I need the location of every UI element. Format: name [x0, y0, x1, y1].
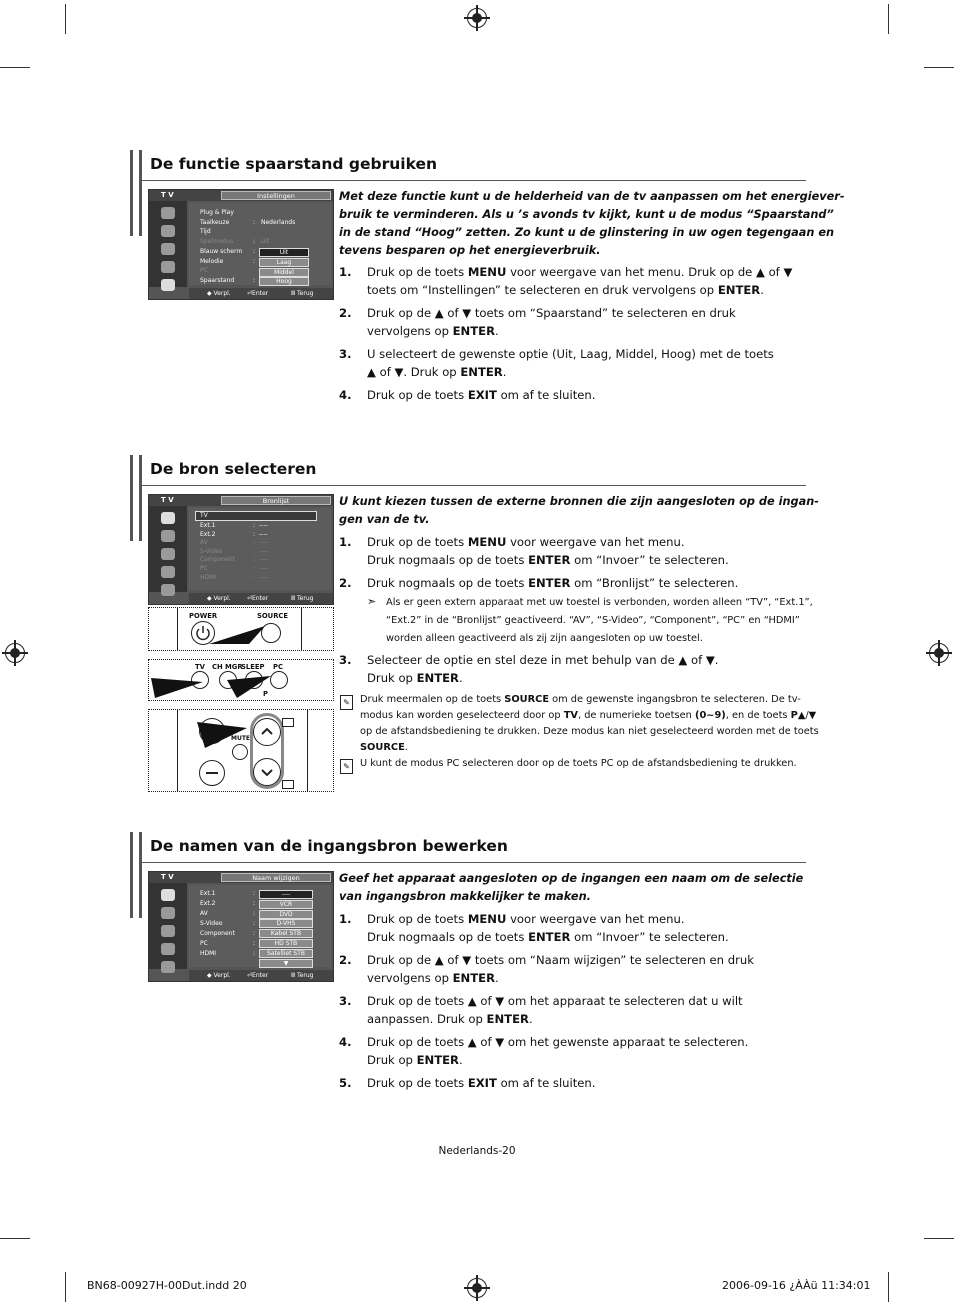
- osd-source-item: Component: [200, 930, 235, 937]
- instruction-step: [339, 345, 809, 381]
- osd-separator: :: [253, 218, 256, 226]
- osd-separator: :: [253, 539, 256, 547]
- osd-sound-icon: [161, 548, 175, 560]
- osd-separator: :: [253, 940, 256, 947]
- osd-source-item: AV: [200, 910, 208, 917]
- remote-chmgr-label: CH MGR: [212, 663, 243, 671]
- step-text: Druk op de toets MENU voor weergave van het menu.: [367, 912, 685, 926]
- pip-icon: [282, 780, 294, 789]
- osd-separator: :: [253, 547, 256, 555]
- page-number: Nederlands-20: [438, 1145, 516, 1157]
- step-number: 2.: [339, 306, 352, 320]
- osd-source-item: S-Video: [200, 547, 223, 555]
- step-number: 1.: [339, 535, 352, 549]
- osd-separator: :: [253, 522, 256, 529]
- osd-source-value: ----: [259, 539, 268, 547]
- intro-text: bruik te verminderen. Als u ’s avonds tv kijkt, kunt u de modus “Spaarstand”: [339, 208, 834, 221]
- instruction-step: [339, 651, 809, 687]
- osd-menu-item: Tijd: [200, 228, 211, 236]
- step-number: 3.: [339, 347, 352, 361]
- note-text: U kunt de modus PC selecteren door op de toets PC op de afstandsbediening te drukken.: [360, 758, 797, 769]
- osd-source-value: ----: [259, 573, 268, 581]
- crop-mark: [0, 67, 30, 68]
- step-number: 5.: [339, 1076, 352, 1090]
- osd-menu-item: Blauw scherm: [200, 247, 243, 255]
- osd-option: Middel: [259, 268, 309, 277]
- remote-tv-label: TV: [195, 663, 205, 671]
- section-rule: [142, 485, 806, 486]
- remote-source-label: SOURCE: [257, 612, 289, 620]
- pip-icon: [282, 718, 294, 727]
- osd-header-title: Naam wijzigen: [221, 873, 331, 882]
- osd-separator: :: [253, 890, 256, 897]
- osd-source-value: ----: [259, 556, 268, 564]
- osd-sidebar: [149, 506, 187, 592]
- step-number: 1.: [339, 912, 352, 926]
- remote-power-source: [148, 607, 334, 651]
- osd-setup-icon: [161, 584, 175, 596]
- osd-channel-icon: [161, 943, 175, 955]
- osd-name-option: ----: [259, 890, 313, 899]
- remote-p-label: P: [263, 690, 268, 698]
- osd-channel-icon: [161, 566, 175, 578]
- step-number: 2.: [339, 953, 352, 967]
- sub-note-text: “Ext.2” in de “Bronlijst” geactiveerd. “AV”, “S-Video”, “Component”, “PC” en “HDMI”: [386, 615, 800, 626]
- osd-naam-wijzigen: [148, 871, 334, 982]
- osd-source-item: Ext.1: [200, 890, 216, 897]
- osd-bronlijst: [148, 494, 334, 605]
- step-text: Druk op de ▲ of ▼ toets om “Spaarstand” te selecteren en druk: [367, 306, 736, 320]
- step-text: Druk op de toets MENU voor weergave van het menu. Druk op de ▲ of ▼: [367, 265, 793, 279]
- section-title: De namen van de ingangsbron bewerken: [150, 837, 508, 855]
- note-icon: [340, 694, 354, 710]
- osd-source-item: Ext.2: [200, 530, 216, 538]
- osd-separator: :: [253, 950, 256, 957]
- step-number: 4.: [339, 1035, 352, 1049]
- step-number: 4.: [339, 388, 352, 402]
- step-text: Druk nogmaals op de toets ENTER om “Invoer” te selecteren.: [367, 930, 729, 944]
- osd-separator: :: [253, 276, 256, 284]
- section-title: De bron selecteren: [150, 460, 317, 478]
- osd-name-option: Satelliet STB: [259, 949, 313, 958]
- step-text: Selecteer de optie en stel deze in met behulp van de ▲ of ▼.: [367, 653, 719, 667]
- step-number: 2.: [339, 576, 352, 590]
- osd-channel-icon: [161, 261, 175, 273]
- registration-mark-icon: [467, 8, 487, 28]
- osd-sound-icon: [161, 243, 175, 255]
- osd-separator: :: [253, 556, 256, 564]
- volume-down-button[interactable]: [199, 760, 225, 786]
- step-text: Druk op de toets ▲ of ▼ om het gewenste apparaat te selecteren.: [367, 1035, 749, 1049]
- crop-mark: [65, 4, 66, 34]
- osd-menu-item: Taalkeuze: [200, 218, 230, 226]
- note-text: op de afstandsbediening te drukken. Deze modus kan niet geselecteerd worden met de toets: [360, 726, 819, 737]
- registration-mark-icon: [5, 643, 25, 663]
- instruction-step: [339, 951, 809, 987]
- intro-text: van ingangsbron makkelijker te maken.: [339, 890, 591, 903]
- sub-note-text: Als er geen extern apparaat met uw toestel is verbonden, worden alleen “TV”, “Ext.1”,: [386, 597, 813, 608]
- pointer-arrow-icon: [209, 622, 269, 648]
- section-rule: [142, 180, 806, 181]
- note-icon: ✎: [340, 759, 353, 774]
- section-bar: [130, 832, 142, 918]
- osd-menu-item: PC: [200, 267, 208, 275]
- note-icon: ✎: [340, 695, 353, 710]
- osd-footer-move: ◆ Verpl.: [207, 972, 231, 979]
- osd-name-option: ▼: [259, 959, 313, 968]
- crop-mark: [888, 4, 889, 34]
- osd-input-icon: [161, 889, 175, 901]
- sub-note-text: worden alleen geactiveerd als zij zijn aangesloten op uw toestel.: [386, 633, 703, 644]
- remote-pc-label: PC: [273, 663, 283, 671]
- remote-channel-keys: [148, 709, 334, 792]
- chevron-up-icon: [254, 719, 280, 745]
- osd-option: Laag: [259, 258, 309, 267]
- osd-sidebar: [149, 201, 187, 287]
- intro-text: gen van de tv.: [339, 513, 430, 526]
- osd-footer-enter: ⏎Enter: [247, 290, 269, 297]
- osd-footer-back: Ⅲ Terug: [291, 595, 314, 602]
- instruction-step: [339, 263, 809, 299]
- instruction-step: [339, 1033, 809, 1069]
- instruction-step: [339, 1074, 809, 1092]
- osd-header-title: Bronlijst: [221, 496, 331, 505]
- osd-setup-icon: [161, 279, 175, 291]
- osd-separator: :: [253, 257, 256, 265]
- step-text: Druk op ENTER.: [367, 671, 463, 685]
- intro-text: U kunt kiezen tussen de externe bronnen die zijn aangesloten op de ingan-: [339, 495, 819, 508]
- osd-footer: [189, 593, 333, 604]
- step-text: Druk nogmaals op de toets ENTER om “Bronlijst” te selecteren.: [367, 576, 739, 590]
- osd-menu-item: Spaarstand: [200, 276, 235, 284]
- remote-sleep-label: SLEEP: [241, 663, 265, 671]
- osd-name-option: Kabel STB: [259, 929, 313, 938]
- osd-name-option: VCR: [259, 900, 313, 909]
- osd-menu-item: Spelmodus: [200, 238, 234, 246]
- step-number: 3.: [339, 994, 352, 1008]
- osd-source-item: PC: [200, 565, 208, 572]
- osd-option: Uit: [259, 248, 309, 257]
- step-text: Druk nogmaals op de toets ENTER om “Invoer” te selecteren.: [367, 553, 729, 567]
- remote-tv-row: [148, 659, 334, 701]
- note-text: Druk meermalen op de toets SOURCE om de gewenste ingangsbron te selecteren. De tv-: [360, 694, 801, 705]
- osd-separator: :: [253, 530, 256, 538]
- crop-mark: [65, 1272, 66, 1302]
- osd-name-option: HD STB: [259, 939, 313, 948]
- osd-source-item: HDMI: [200, 573, 217, 581]
- osd-picture-icon: [161, 225, 175, 237]
- osd-separator: :: [253, 238, 256, 246]
- step-number: 1.: [339, 265, 352, 279]
- osd-footer: [189, 970, 333, 981]
- step-text: Druk op ENTER.: [367, 1053, 463, 1067]
- instruction-step: [339, 992, 809, 1028]
- section-bar: [130, 455, 142, 541]
- remote-power-label: POWER: [189, 612, 218, 620]
- osd-footer: [189, 288, 333, 299]
- osd-source-item: Component: [200, 556, 235, 564]
- osd-tv-label: T V: [161, 496, 174, 504]
- osd-source-value: ----: [259, 547, 268, 555]
- osd-tv-label: T V: [161, 873, 174, 881]
- osd-source-item: Ext.1: [200, 522, 216, 529]
- osd-separator: :: [253, 247, 256, 255]
- step-text: Druk op de toets ▲ of ▼ om het apparaat te selecteren dat u wilt: [367, 994, 743, 1008]
- intro-text: tevens besparen op het energieverbruik.: [339, 244, 601, 257]
- pointer-arrow-icon: [149, 668, 209, 700]
- osd-source-value: ----: [259, 522, 268, 529]
- section-bar: [130, 150, 142, 236]
- step-text: vervolgens op ENTER.: [367, 324, 499, 338]
- osd-footer-move: ◆ Verpl.: [207, 595, 231, 602]
- osd-separator: :: [253, 565, 256, 572]
- osd-menu-item: Melodie: [200, 257, 224, 265]
- print-timestamp: 2006-09-16 ¿ÀÀü 11:34:01: [722, 1279, 871, 1292]
- step-text: Druk op de ▲ of ▼ toets om “Naam wijzigen” te selecteren en druk: [367, 953, 754, 967]
- osd-separator: :: [253, 930, 256, 937]
- intro-text: Met deze functie kunt u de helderheid van de tv aanpassen om het energiever-: [339, 190, 845, 203]
- osd-source-item: Ext.2: [200, 900, 216, 907]
- osd-menu-item: Plug & Play: [200, 209, 234, 216]
- osd-source-item: HDMI: [200, 950, 217, 957]
- step-text: U selecteert de gewenste optie (Uit, Laag, Middel, Hoog) met de toets: [367, 347, 774, 361]
- intro-text: Geef het apparaat aangesloten op de ingangen een naam om de selectie: [339, 872, 804, 885]
- registration-mark-icon: [929, 643, 949, 663]
- osd-input-icon: [161, 207, 175, 219]
- step-number: 3.: [339, 653, 352, 667]
- channel-down-button[interactable]: [253, 758, 281, 786]
- pointer-arrow-icon: [195, 716, 251, 750]
- step-text: Druk op de toets MENU voor weergave van het menu.: [367, 535, 685, 549]
- osd-sidebar: [149, 883, 187, 969]
- instruction-step: [339, 304, 809, 340]
- osd-header-title: Instellingen: [221, 191, 331, 200]
- osd-footer-enter: ⏎Enter: [247, 972, 269, 979]
- pointer-arrow-icon: [225, 668, 275, 700]
- osd-source-value: ----: [259, 530, 268, 538]
- osd-picture-icon: [161, 530, 175, 542]
- osd-separator: :: [253, 573, 256, 581]
- osd-source-item: AV: [200, 539, 208, 547]
- osd-item-value: Nederlands: [261, 218, 296, 226]
- osd-separator: :: [253, 920, 256, 927]
- instruction-step: [339, 574, 809, 592]
- section-title: De functie spaarstand gebruiken: [150, 155, 438, 173]
- remote-mute-label: MUTE: [231, 735, 251, 742]
- osd-footer-enter: ⏎Enter: [247, 595, 269, 602]
- crop-mark: [0, 1238, 30, 1239]
- file-name: BN68-00927H-00Dut.indd 20: [87, 1279, 247, 1292]
- osd-footer-back: Ⅲ Terug: [291, 972, 314, 979]
- step-text: toets om “Instellingen” te selecteren en druk vervolgens op ENTER.: [367, 283, 764, 297]
- osd-footer-back: Ⅲ Terug: [291, 290, 314, 297]
- osd-setup-icon: [161, 961, 175, 973]
- osd-source-item: S-Video: [200, 920, 223, 927]
- note-arrow-icon: ➣: [367, 595, 377, 608]
- crop-mark: [888, 1272, 889, 1302]
- chevron-down-icon: [254, 759, 280, 785]
- note-text: modus kan worden geselecteerd door op TV, de numerieke toetsen (0~9), en de toets P▲/▼: [360, 710, 817, 721]
- step-text: vervolgens op ENTER.: [367, 971, 499, 985]
- section-rule: [142, 862, 806, 863]
- osd-option: Hoog: [259, 277, 309, 286]
- osd-source-item: PC: [200, 940, 208, 947]
- crop-mark: [924, 1238, 954, 1239]
- osd-name-option: DVD: [259, 910, 313, 919]
- crop-mark: [924, 67, 954, 68]
- osd-picture-icon: [161, 907, 175, 919]
- osd-tv-label: T V: [161, 191, 174, 199]
- osd-separator: :: [253, 900, 256, 907]
- step-text: ▲ of ▼. Druk op ENTER.: [367, 365, 507, 379]
- osd-instellingen: [148, 189, 334, 300]
- osd-input-icon: [161, 512, 175, 524]
- step-text: Druk op de toets EXIT om af te sluiten.: [367, 388, 596, 402]
- osd-selected-source: TV: [195, 511, 317, 521]
- instruction-step: [339, 533, 809, 569]
- instruction-step: [339, 386, 809, 404]
- intro-text: in de stand “Hoog” zetten. Zo kunt u de glinstering in uw ogen tegengaan en: [339, 226, 835, 239]
- step-text: Druk op de toets EXIT om af te sluiten.: [367, 1076, 596, 1090]
- registration-mark-icon: [467, 1278, 487, 1298]
- osd-footer-move: ◆ Verpl.: [207, 290, 231, 297]
- osd-source-value: ----: [259, 565, 268, 572]
- channel-up-button[interactable]: [253, 718, 281, 746]
- osd-separator: :: [253, 910, 256, 917]
- osd-sound-icon: [161, 925, 175, 937]
- note-icon: [340, 758, 354, 774]
- osd-item-value: Uit: [261, 238, 270, 246]
- osd-name-option: D-VHS: [259, 919, 313, 928]
- instruction-step: [339, 910, 809, 946]
- step-text: aanpassen. Druk op ENTER.: [367, 1012, 533, 1026]
- note-text: SOURCE.: [360, 742, 408, 753]
